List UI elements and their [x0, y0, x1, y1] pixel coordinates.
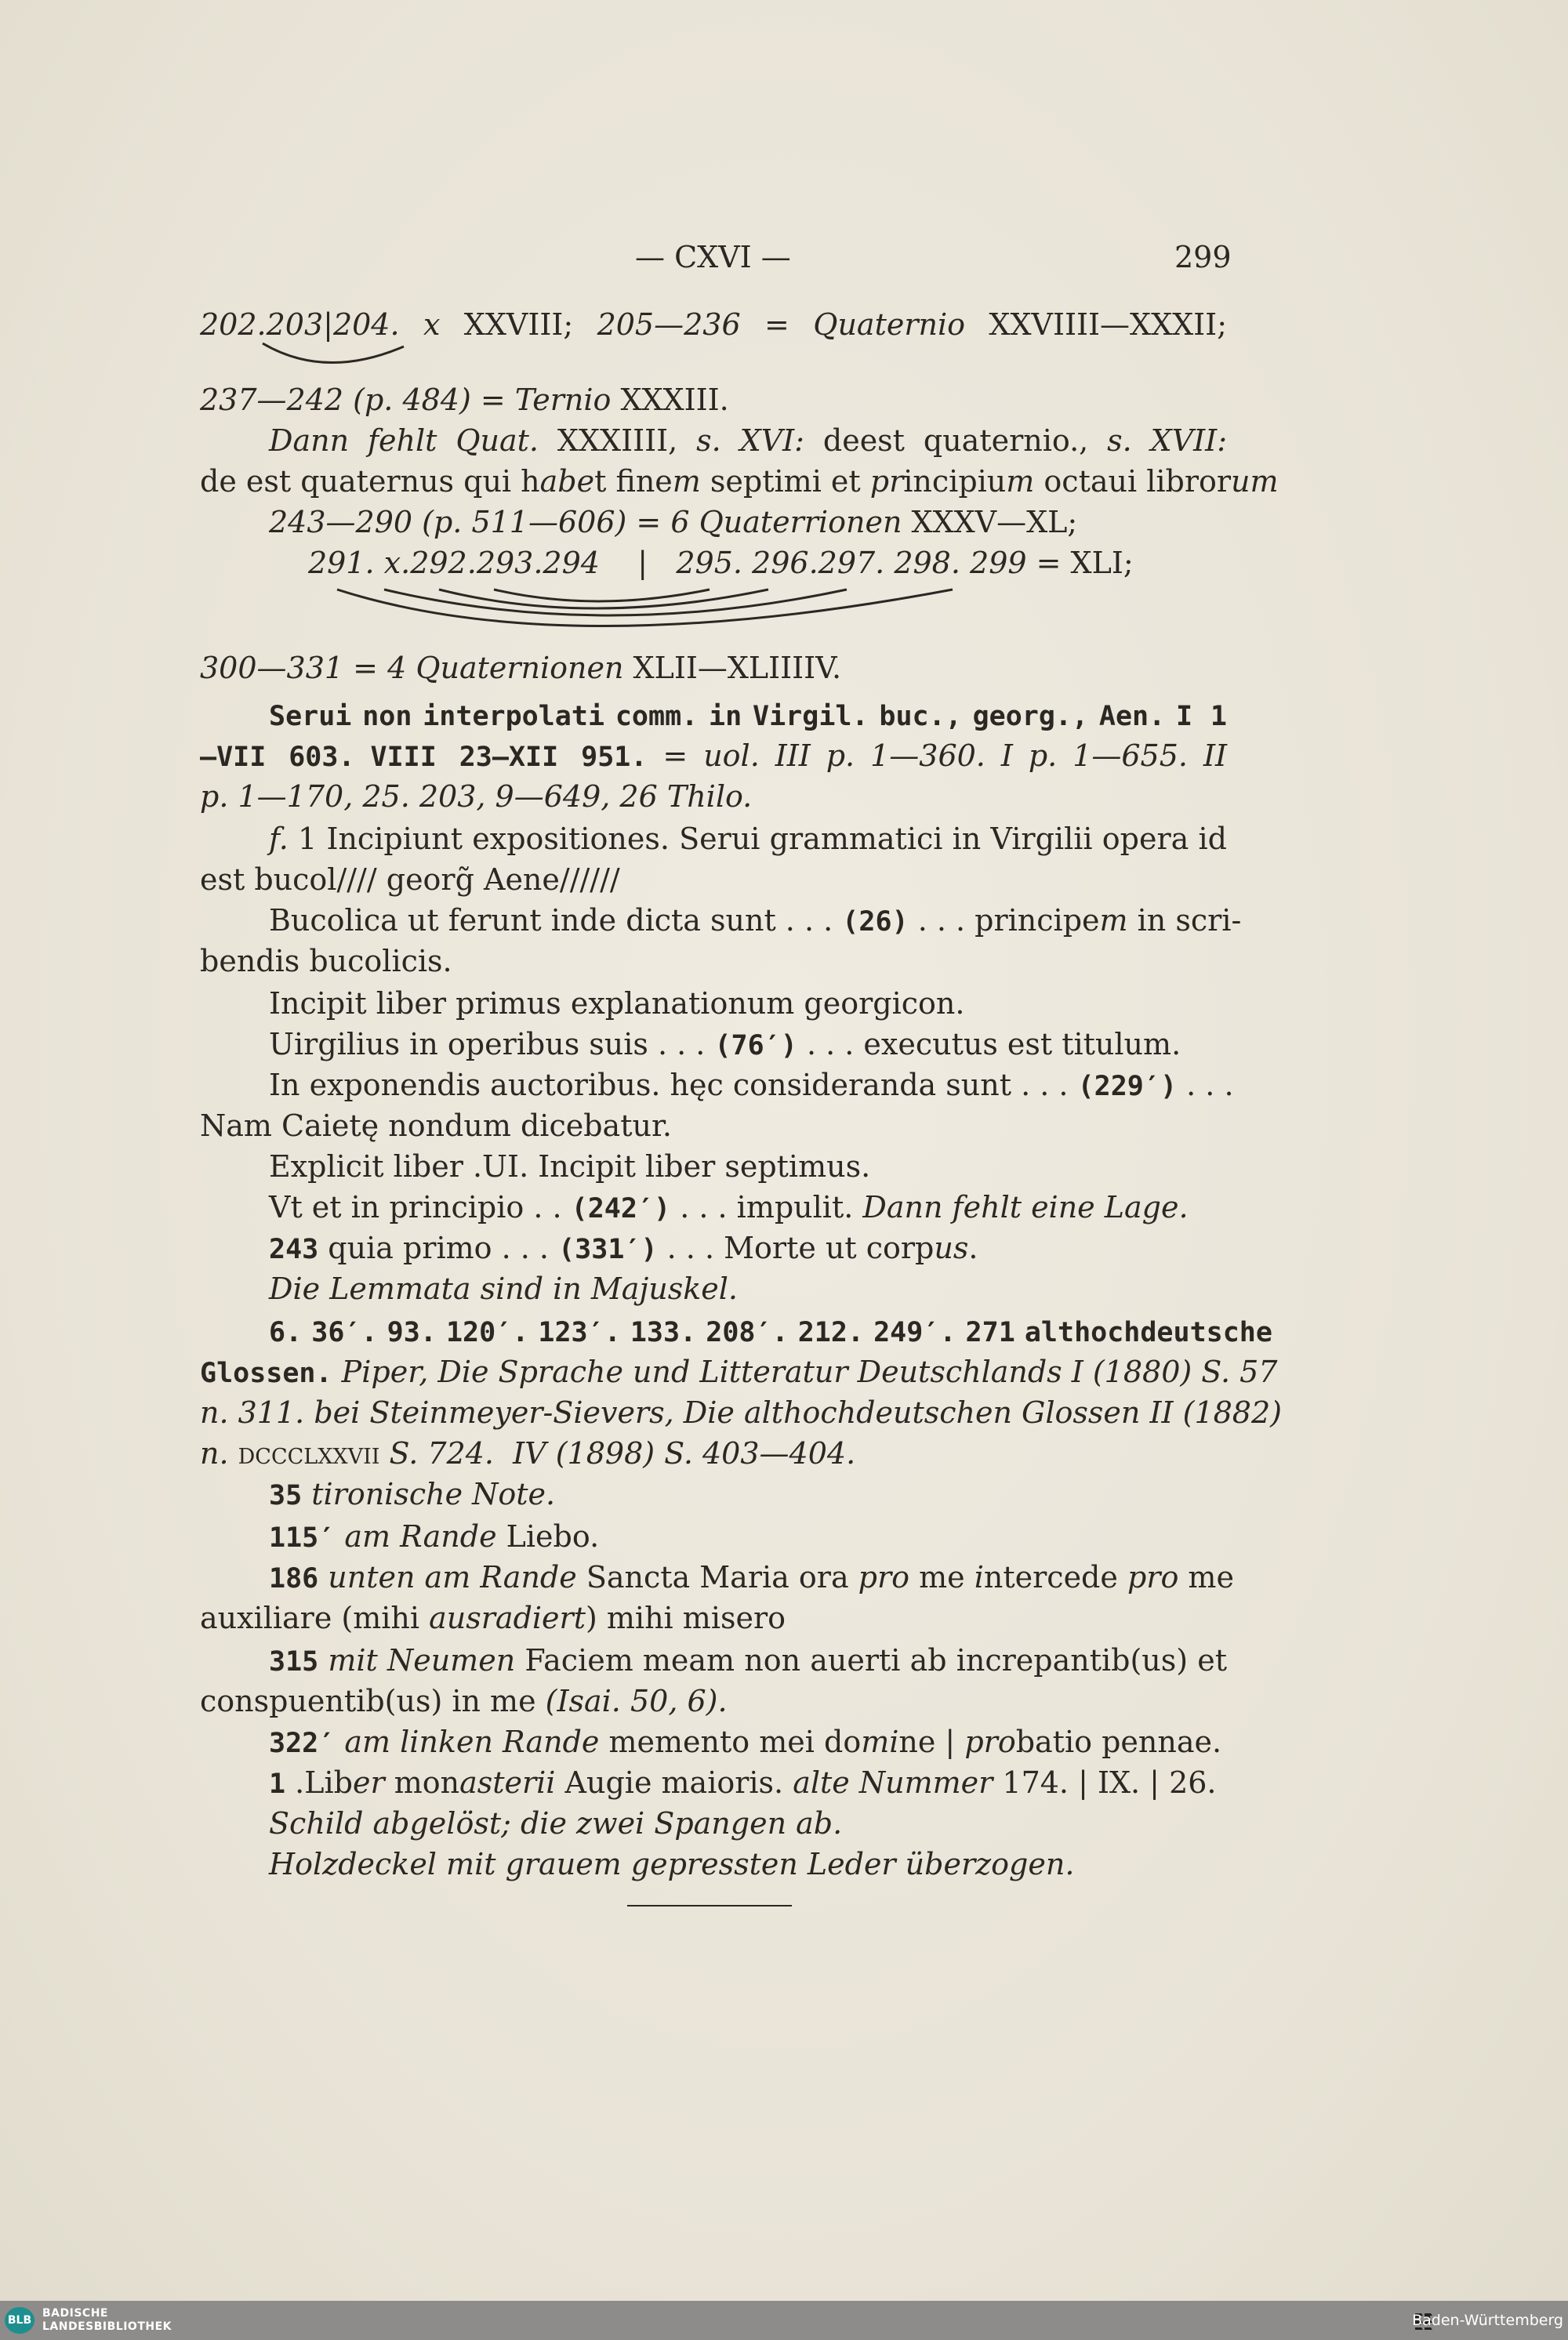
- text-line: Bucolica ut ferunt inde dicta sunt . . . (26) . . . principem in scri-: [269, 903, 1242, 938]
- text-line: —VII 603. VIII 23—XII 951. = uol. III p. 1—360. I p. 1—655. II: [200, 738, 1227, 773]
- text-line: de est quaternus qui habet finem septimi et principium octaui librorum: [200, 464, 1279, 499]
- text-line: auxiliare (mihi ausradiert) mihi misero: [200, 1601, 786, 1635]
- viewer-footer-bar: [0, 2301, 1568, 2340]
- text-line: est bucol//// georg̃ Aene//////: [200, 862, 620, 897]
- text-line: Glossen. Piper, Die Sprache und Litteratur Deutschlands I (1880) S. 57: [200, 1355, 1278, 1389]
- text-line: n. dccclxxvii S. 724. IV (1898) S. 403—404.: [200, 1436, 856, 1471]
- library-name-line: BADISCHE: [42, 2307, 108, 2320]
- text-line: In exponendis auctoribus. hęc consideranda sunt . . . (229′) . . .: [269, 1068, 1234, 1102]
- text-line: 291. x.292.293.294 | 295. 296.297. 298. 299 = XLI;: [308, 546, 1134, 580]
- library-name[interactable]: [42, 2307, 172, 2334]
- text-line: conspuentib(us) in me (Isai. 50, 6).: [200, 1684, 728, 1718]
- collation-arc: [439, 590, 768, 608]
- text-line: 1 .Liber monasterii Augie maioris. alte Nummer 174. | IX. | 26.: [269, 1765, 1217, 1800]
- text-line: f. 1 Incipiunt expositiones. Serui grammatici in Virgilii opera id: [269, 822, 1227, 856]
- text-line: 322′ am linken Rande memento mei domine | probatio pennae.: [269, 1725, 1222, 1759]
- text-line: 243—290 (p. 511—606) = 6 Quaterrionen XXXV—XL;: [269, 505, 1078, 539]
- text-line: n. 311. bei Steinmeyer-Sievers, Die althochdeutschen Glossen II (1882): [200, 1395, 1282, 1430]
- text-line: 35 tironische Note.: [269, 1477, 556, 1511]
- text-line: Uirgilius in operibus suis . . . (76′) . . . executus est titulum.: [269, 1027, 1181, 1061]
- text-line: 243 quia primo . . . (331′) . . . Morte ut corpus.: [269, 1231, 978, 1265]
- text-line: 237—242 (p. 484) = Ternio XXXIII.: [200, 383, 729, 417]
- text-line: 186 unten am Rande Sancta Maria ora pro me intercede pro me: [269, 1560, 1234, 1594]
- collation-arc: [494, 590, 710, 601]
- text-line: Schild abgelöst; die zwei Spangen ab.: [269, 1806, 843, 1841]
- text-line: Incipit liber primus explanationum georgicon.: [269, 986, 965, 1021]
- text-line: Explicit liber .UI. Incipit liber septimus.: [269, 1149, 871, 1184]
- text-line: 6. 36′. 93. 120′. 123′. 133. 208′. 212. 249′. 271 althochdeutsche: [269, 1317, 1272, 1348]
- text-line: bendis bucolicis.: [200, 944, 452, 978]
- page-number: 299: [1174, 240, 1232, 274]
- text-line: 315 mit Neumen Faciem meam non auerti ab increpantib(us) et: [269, 1643, 1227, 1678]
- library-name-line: LANDESBIBLIOTHEK: [42, 2320, 172, 2333]
- page-header-title: — CXVI —: [635, 240, 791, 274]
- end-rule-divider: [627, 1905, 792, 1906]
- collation-arc: [263, 343, 404, 363]
- text-line: Vt et in principio . . (242′) . . . impulit. Dann fehlt eine Lage.: [269, 1190, 1189, 1224]
- text-line: Holzdeckel mit grauem gepressten Leder überzogen.: [269, 1847, 1075, 1881]
- text-line: Dann fehlt Quat. XXXIIII, s. XVI: deest quaternio., s. XVII:: [269, 423, 1227, 458]
- blb-logo-icon[interactable]: BLB: [5, 2307, 34, 2334]
- text-line: 202.203|204. x XXVIII; 205—236 = Quaternio XXVIIII—XXXII;: [200, 307, 1227, 342]
- text-line: Die Lemmata sind in Majuskel.: [269, 1272, 738, 1306]
- text-line: 300—331 = 4 Quaternionen XLII—XLIIIIV.: [200, 651, 842, 685]
- text-line: Serui non interpolati comm. in Virgil. buc., georg., Aen. I 1: [269, 701, 1227, 732]
- text-line: Nam Caietę nondum dicebatur.: [200, 1108, 673, 1143]
- state-label[interactable]: Baden-Württemberg: [1412, 2312, 1563, 2329]
- text-line: p. 1—170, 25. 203, 9—649, 26 Thilo.: [200, 779, 753, 814]
- text-line: 115′ am Rande Liebo.: [269, 1519, 600, 1554]
